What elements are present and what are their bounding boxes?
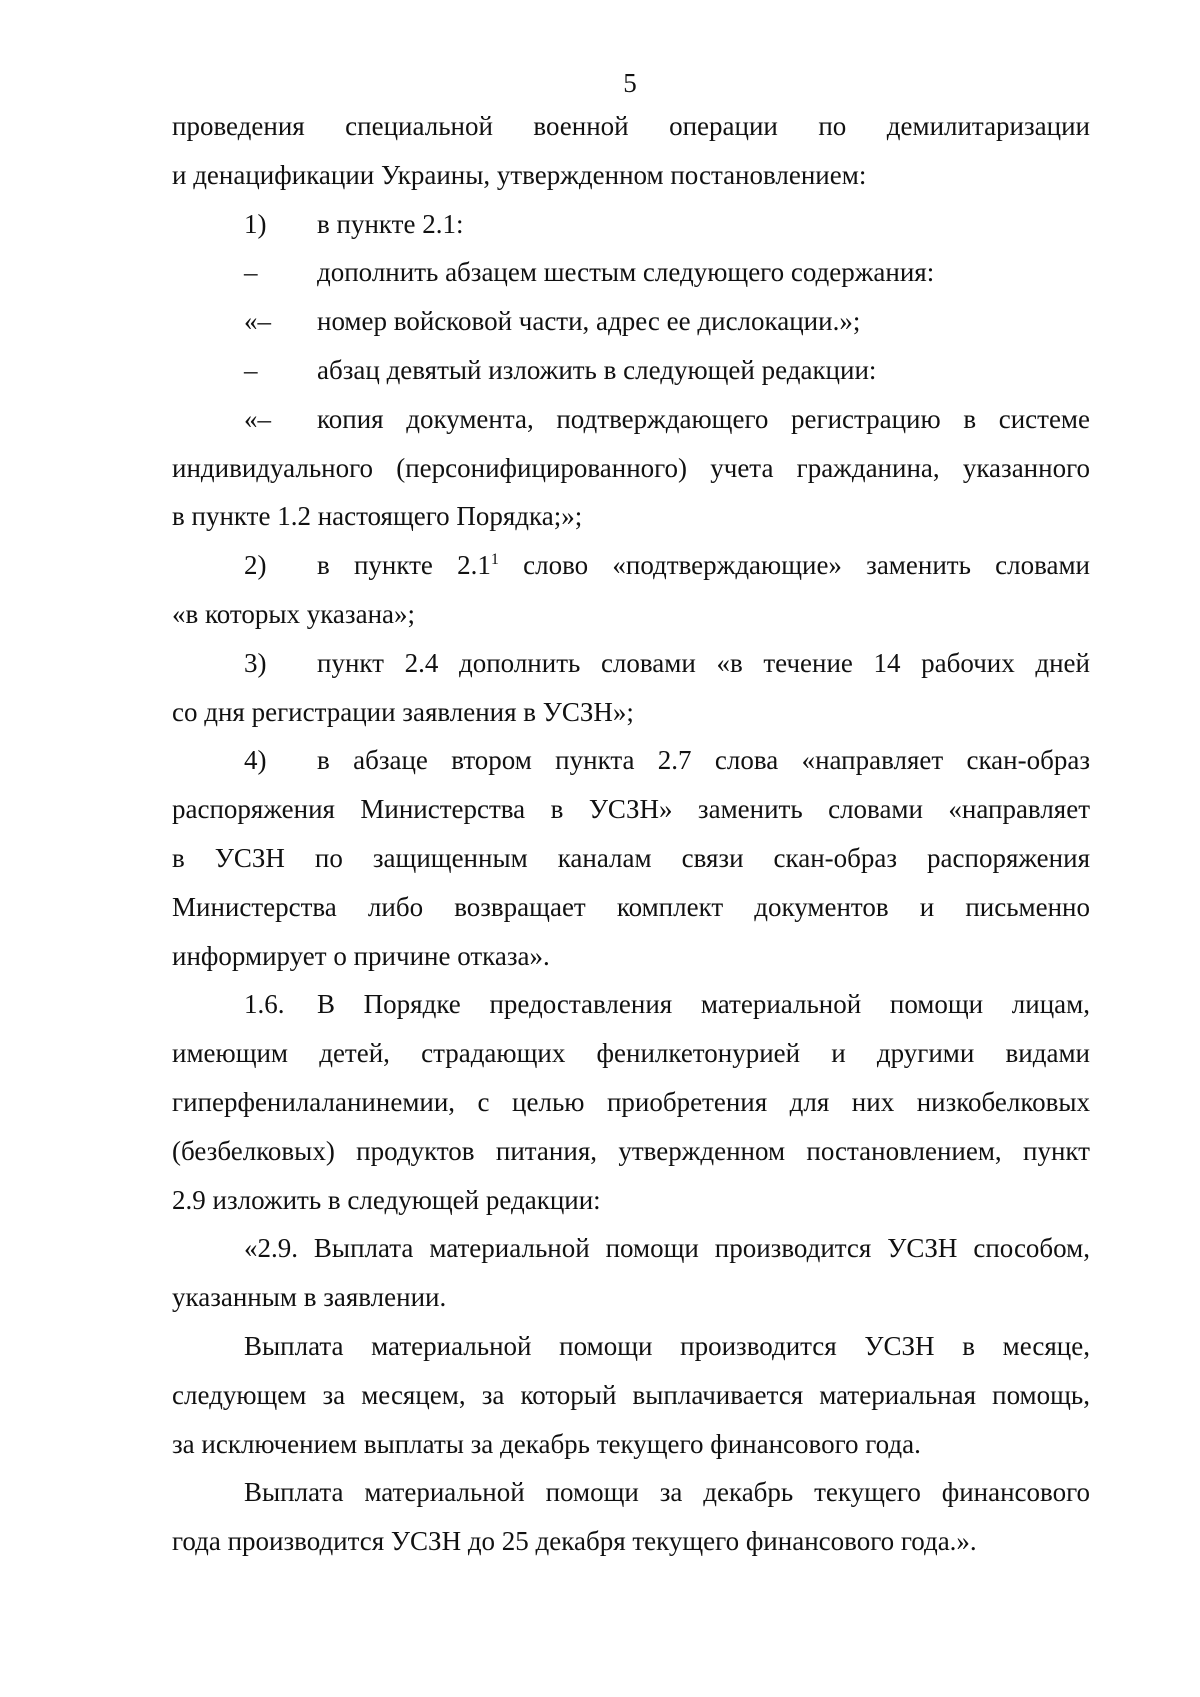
text-line: Выплата материальной помощи за декабрь текущего финансового — [244, 1477, 1090, 1508]
list-marker: 1) — [244, 208, 267, 239]
list-item — [172, 395, 1090, 444]
text-line: следующем за месяцем, за который выплачивается материальная помощь, — [172, 1379, 1090, 1410]
text-line: гиперфенилаланинемии, с целью приобретения для них низкобелковых — [172, 1086, 1090, 1117]
text-line: за исключением выплаты за декабрь текущего финансового года. — [172, 1428, 921, 1459]
list-item-text: в пункте 2.1: — [317, 208, 464, 239]
text-line: проведения специальной военной операции по демилитаризации — [172, 111, 1090, 141]
list-item — [172, 346, 1090, 395]
list-item-text: абзац девятый изложить в следующей редакции: — [317, 354, 877, 385]
list-item — [172, 980, 1090, 1029]
list-marker: 2) — [244, 550, 267, 581]
text-fragment: в пункте 2.1 — [317, 550, 491, 581]
text-line: года производится УСЗН до 25 декабря текущего финансового года.». — [172, 1526, 977, 1557]
text-line: указанным в заявлении. — [172, 1282, 447, 1313]
text-line: и денацификации Украины, утвержденном постановлением: — [172, 159, 867, 190]
list-item-text — [317, 541, 1090, 590]
text-line: (безбелковых) продуктов питания, утвержденном постановлением, пункт — [172, 1135, 1090, 1166]
list-item — [172, 736, 1090, 785]
list-marker: – — [244, 354, 258, 385]
list-marker: 4) — [244, 745, 267, 776]
list-item-text: копия документа, подтверждающего регистрацию в системе — [317, 403, 1090, 434]
list-marker: 3) — [244, 647, 267, 678]
text-line: в пункте 1.2 настоящего Порядка;»; — [172, 501, 583, 532]
text-line: информирует о причине отказа». — [172, 940, 550, 971]
text-line: в УСЗН по защищенным каналам связи скан-образ распоряжения — [172, 842, 1090, 873]
text-line: со дня регистрации заявления в УСЗН»; — [172, 696, 634, 727]
list-item — [172, 248, 1090, 297]
text-line: «в которых указана»; — [172, 598, 415, 629]
list-item — [172, 541, 1090, 590]
list-item — [172, 297, 1090, 346]
list-item-text: дополнить абзацем шестым следующего содержания: — [317, 257, 935, 288]
list-item-text: в абзаце втором пункта 2.7 слова «направляет скан-образ — [317, 745, 1090, 776]
page-number: 5 — [623, 68, 637, 98]
list-item-text: пункт 2.4 дополнить словами «в течение 14 рабочих дней — [317, 647, 1090, 678]
list-marker: «– — [244, 306, 271, 337]
list-item-text: номер войсковой части, адрес ее дислокации.»; — [317, 306, 861, 337]
text-line: 2.9 изложить в следующей редакции: — [172, 1184, 601, 1215]
text-line: распоряжения Министерства в УСЗН» заменить словами «направляет — [172, 794, 1090, 825]
text-line: Министерства либо возвращает комплект документов и письменно — [172, 891, 1090, 922]
list-item — [172, 639, 1090, 688]
list-marker: «– — [244, 403, 271, 434]
document-body — [172, 102, 1090, 1566]
text-fragment: слово «подтверждающие» заменить словами — [498, 550, 1090, 581]
list-item — [172, 200, 1090, 249]
text-line: имеющим детей, страдающих фенилкетонурией и другими видами — [172, 1038, 1090, 1069]
list-marker: 1.6. — [244, 989, 285, 1020]
text-line: «2.9. Выплата материальной помощи производится УСЗН способом, — [244, 1233, 1090, 1264]
list-item-text: В Порядке предоставления материальной помощи лицам, — [317, 989, 1090, 1020]
text-line: Выплата материальной помощи производится УСЗН в месяце, — [244, 1330, 1090, 1361]
superscript: 1 — [490, 551, 499, 569]
list-marker: – — [244, 257, 258, 288]
text-line: индивидуального (персонифицированного) учета гражданина, указанного — [172, 452, 1090, 483]
